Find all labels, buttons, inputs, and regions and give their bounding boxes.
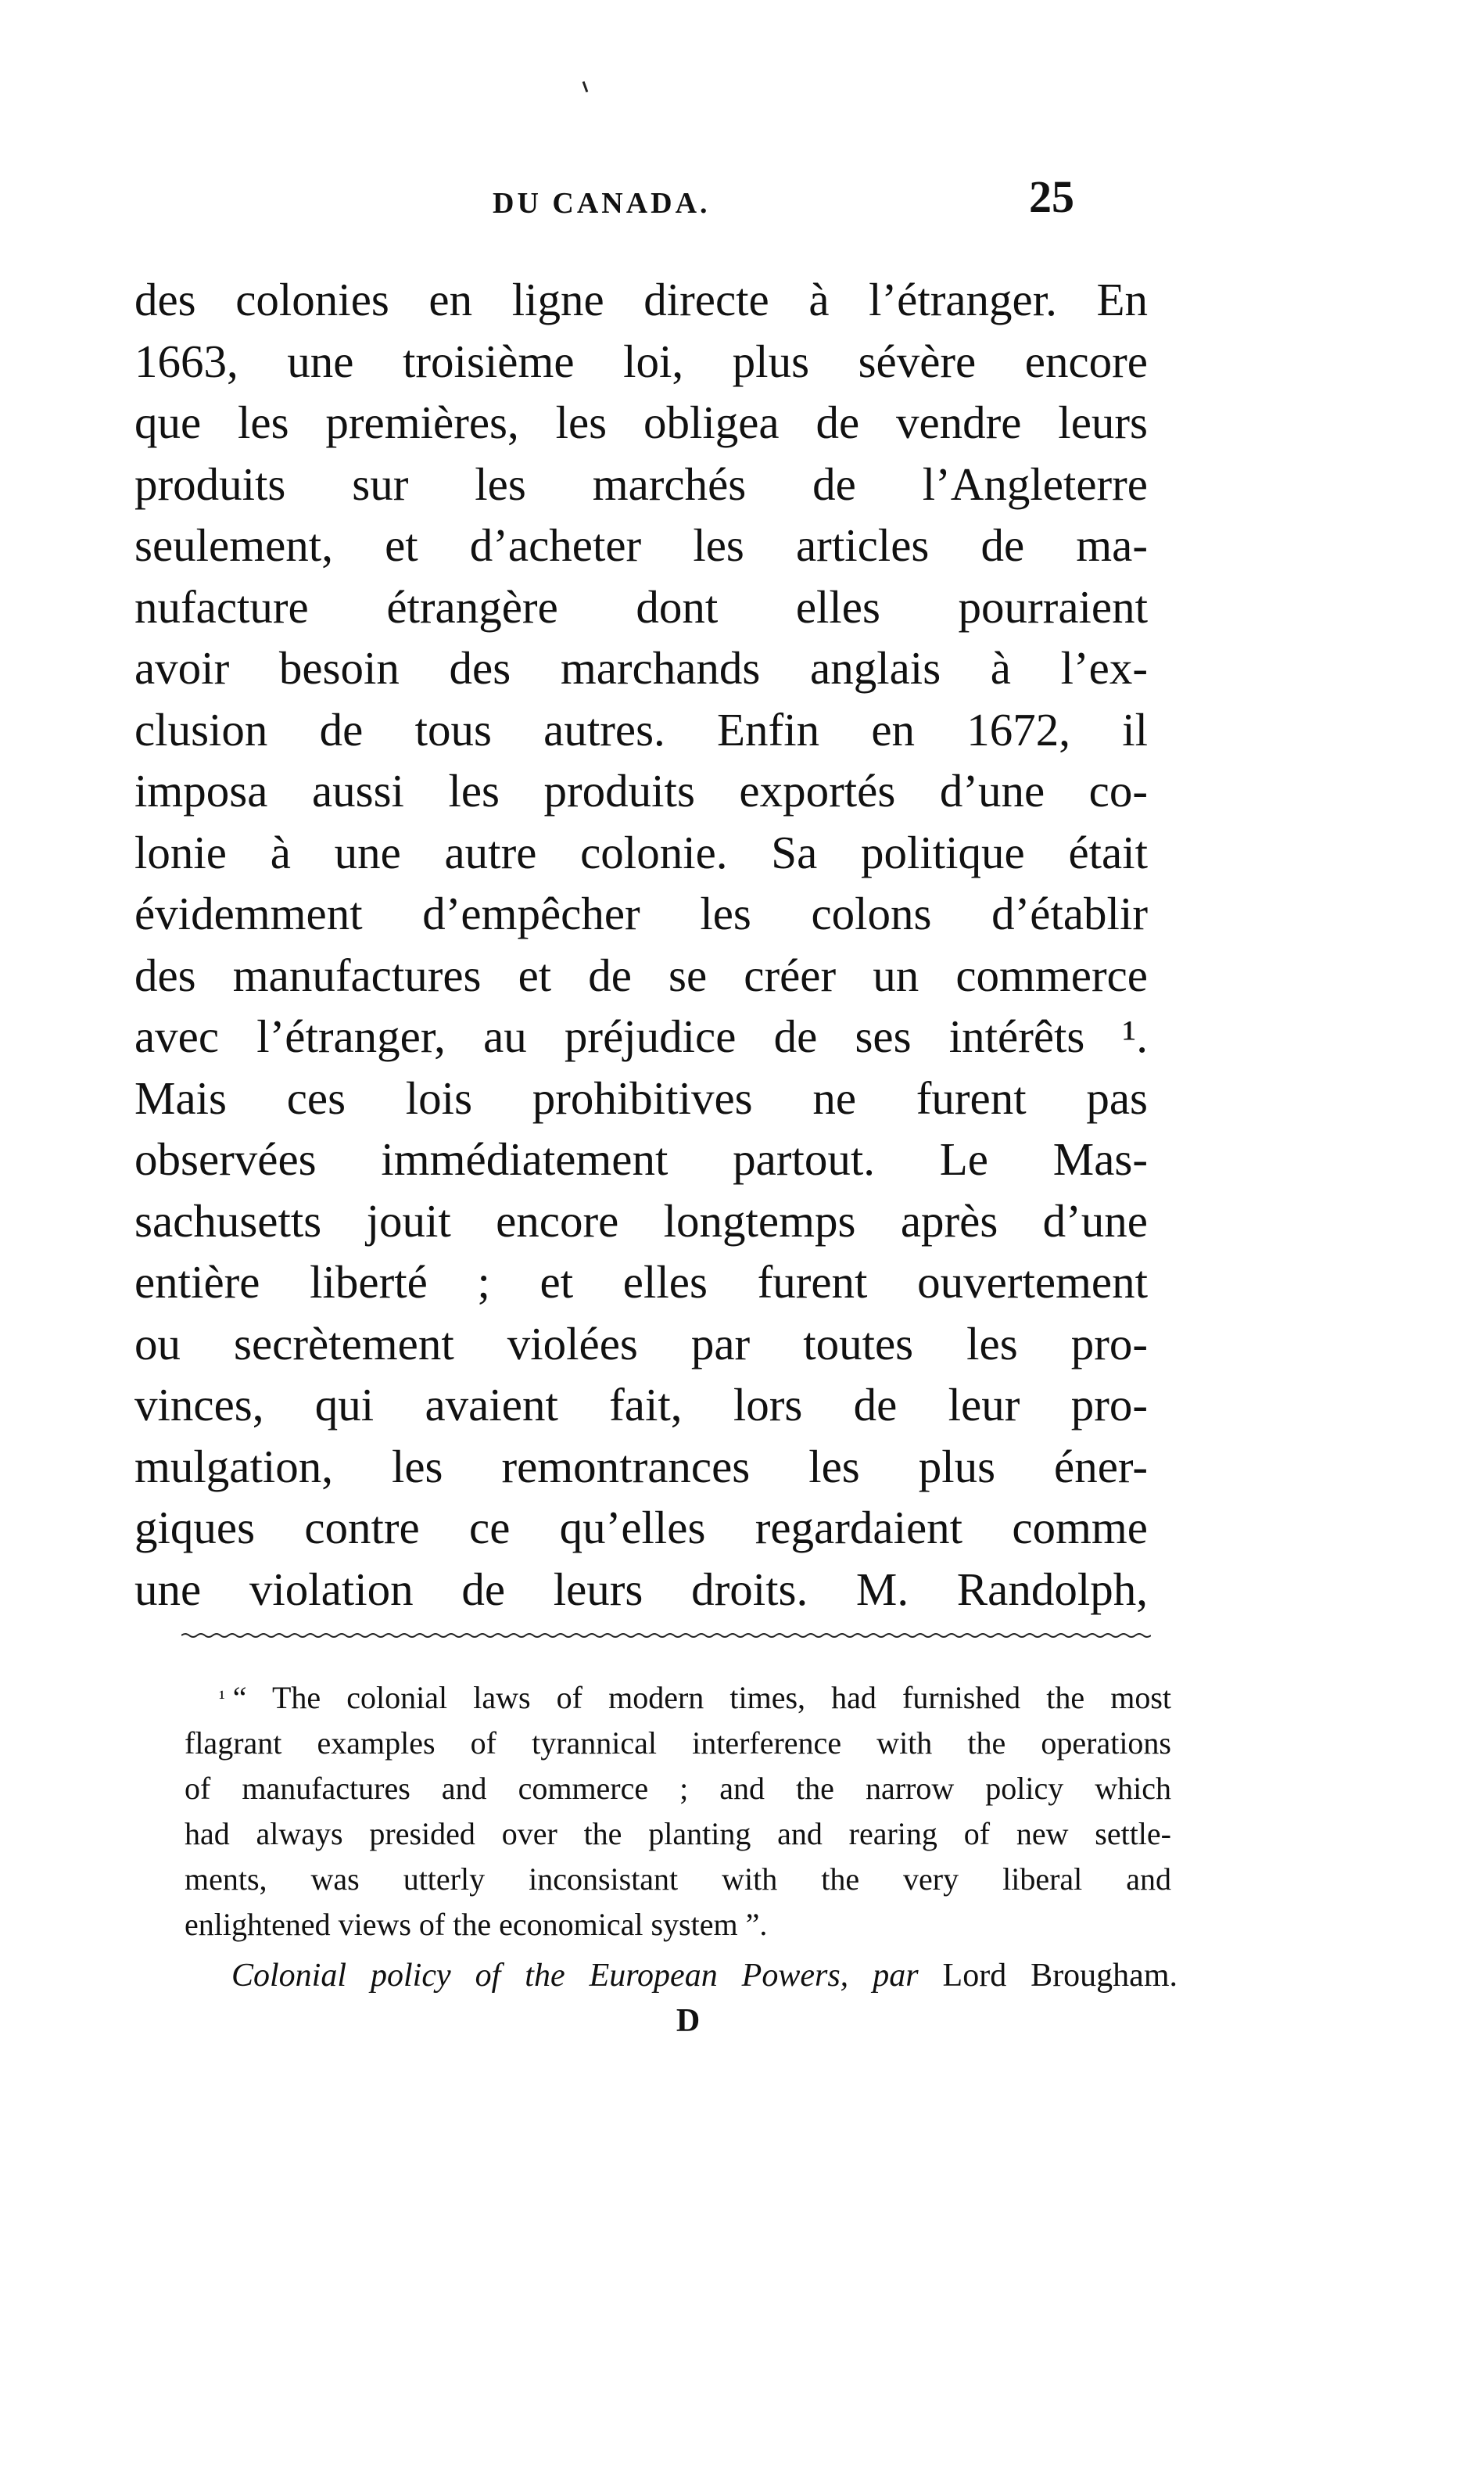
body-line: des manufactures et de se créer un commerce (134, 949, 1148, 1001)
print-speck (582, 81, 589, 92)
running-head (0, 171, 1484, 228)
footnote-line-text: “ The colonial laws of modern times, had furnished the most (232, 1680, 1171, 1715)
body-line: imposa aussi les produits exportés d’une co- (134, 765, 1148, 817)
body-line: sachusetts jouit encore longtemps après d’une (134, 1194, 1148, 1247)
footnote-line: had always presided over the planting and rearing of new settle- (185, 1816, 1171, 1851)
body-line: nufacture étrangère dont elles pourraient (134, 580, 1148, 633)
body-text (134, 269, 1148, 1620)
body-line: mulgation, les remontrances les plus éner- (134, 1440, 1148, 1492)
body-line: évidemment d’empêcher les colons d’établir (134, 888, 1148, 939)
body-line: clusion de tous autres. Enfin en 1672, il (134, 703, 1148, 756)
footnote-citation (231, 1952, 1178, 1999)
signature-mark: D (676, 2003, 701, 2039)
citation-by: par (873, 1958, 919, 1994)
footnote-line: enlightened views of the economical system ”. (185, 1907, 768, 1942)
body-line: 1663, une troisième loi, plus sévère encore (134, 335, 1148, 387)
body-line: seulement, et d’acheter les articles de ma- (134, 519, 1148, 571)
body-line: observées immédiatement partout. Le Mas- (134, 1133, 1148, 1185)
body-line: ou secrètement violées par toutes les pro- (134, 1317, 1148, 1369)
footnote-line: flagrant examples of tyrannical interference with the operations (185, 1725, 1171, 1761)
citation-title: Colonial policy of the European Powers, (231, 1958, 849, 1994)
footnote-marker: ¹ (219, 1686, 225, 1709)
footnote (185, 1675, 1171, 1947)
body-line: giques contre ce qu’elles regardaient comme (134, 1502, 1148, 1553)
running-title: DU CANADA. (493, 187, 711, 220)
footnote-line (185, 1675, 1171, 1721)
footnote-rule (181, 1631, 1151, 1639)
footnote-line: of manufactures and commerce ; and the narrow policy which (185, 1771, 1171, 1806)
body-line: avoir besoin des marchands anglais à l’ex- (134, 642, 1148, 694)
body-line: une violation de leurs droits. M. Randolph, (134, 1563, 1148, 1615)
body-line: Mais ces lois prohibitives ne furent pas (134, 1071, 1148, 1124)
body-line: vinces, qui avaient fait, lors de leur pro- (134, 1379, 1148, 1430)
page-number: 25 (1029, 171, 1074, 222)
body-line: lonie à une autre colonie. Sa politique était (134, 826, 1148, 878)
citation-author: Lord Brougham. (942, 1958, 1178, 1994)
body-line: que les premières, les obligea de vendre leurs (134, 397, 1148, 448)
footnote-line: ments, was utterly inconsistant with the very liberal and (185, 1861, 1171, 1897)
body-line: avec l’étranger, au préjudice de ses intérêts ¹. (134, 1010, 1148, 1062)
body-line: des colonies en ligne directe à l’étranger. En (134, 274, 1148, 325)
body-line: produits sur les marchés de l’Angleterre (134, 458, 1148, 510)
body-line: entière liberté ; et elles furent ouvertement (134, 1256, 1148, 1308)
